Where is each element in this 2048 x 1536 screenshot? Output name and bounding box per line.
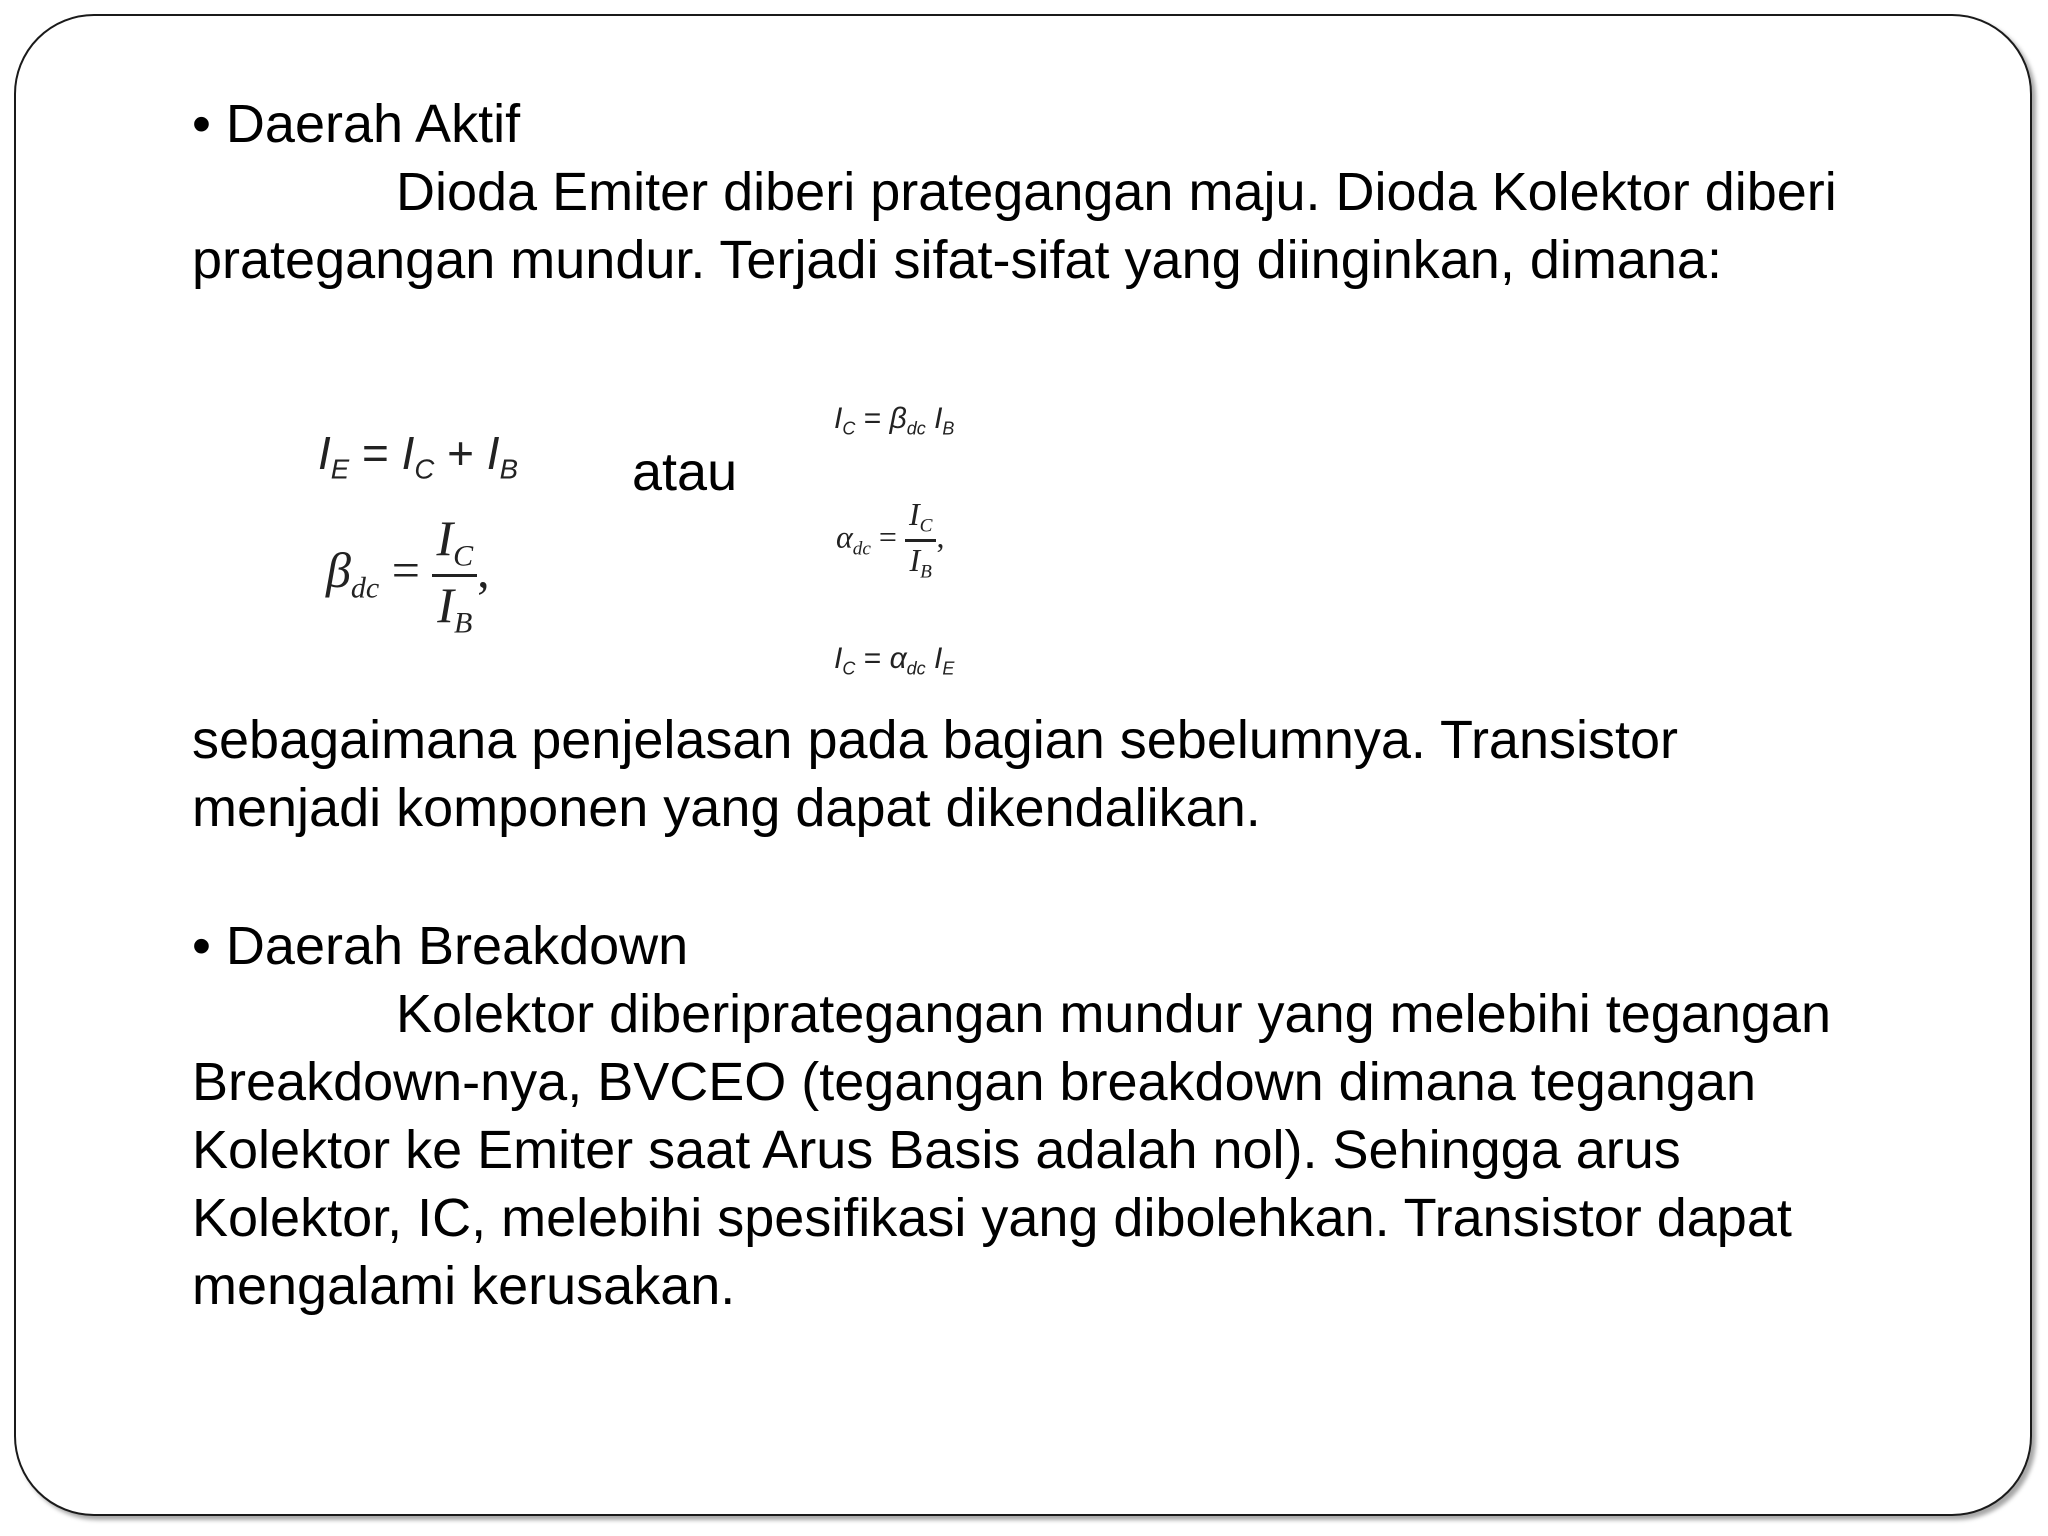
paragraph-line: Breakdown-nya, BVCEO (tegangan breakdown dimana tegangan <box>192 1052 1756 1112</box>
paragraph-line: Kolektor ke Emiter saat Arus Basis adalah nol). Sehingga arus <box>192 1120 1681 1180</box>
equation-alpha-dc: $\alpha_{dc}$ = $\frac{I_C}{I_B}$ , <box>836 496 945 583</box>
equation-ic-beta: $I_C = \beta_{dc}$ $I_B$ <box>834 402 955 439</box>
section-daerah-aktif <box>192 90 1932 294</box>
fraction: $\frac{I_C}{I_B}$ <box>432 512 477 639</box>
section-daerah-breakdown <box>192 912 1932 1320</box>
equation-beta-dc: $\beta_{dc}$ = $\frac{I_C}{I_B}$ , <box>326 510 490 640</box>
paragraph-line: Kolektor diberiprategangan mundur yang melebihi tegangan <box>396 984 1831 1044</box>
paragraph-line: prategangan mundur. Terjadi sifat-sifat yang diinginkan, dimana: <box>192 230 1722 290</box>
fraction: $\frac{I_C}{I_B}$ <box>905 498 936 583</box>
equation-ie: $I_E = I_C + I_B$ <box>318 427 518 485</box>
heading-text: Daerah Aktif <box>225 94 521 154</box>
paragraph-line: Dioda Emiter diberi prategangan maju. Dioda Kolektor diberi <box>396 162 1837 222</box>
paragraph-line: menjadi komponen yang dapat dikendalikan. <box>192 778 1261 838</box>
paragraph-line: Kolektor, IC, melebihi spesifikasi yang dibolehkan. Transistor dapat <box>192 1188 1792 1248</box>
connector-atau: atau <box>632 442 738 502</box>
bullet: • <box>192 916 211 976</box>
paragraph-line: mengalami kerusakan. <box>192 1256 736 1316</box>
bullet: • <box>192 94 211 154</box>
heading-daerah-breakdown <box>192 912 1932 980</box>
heading-daerah-aktif <box>192 90 1932 158</box>
heading-text: Daerah Breakdown <box>225 916 689 976</box>
equation-ic-alpha: $I_C = \alpha_{dc}$ $I_E$ <box>834 642 955 679</box>
paragraph-after-equations <box>192 706 1932 842</box>
paragraph-line: sebagaimana penjelasan pada bagian sebelumnya. Transistor <box>192 710 1679 770</box>
